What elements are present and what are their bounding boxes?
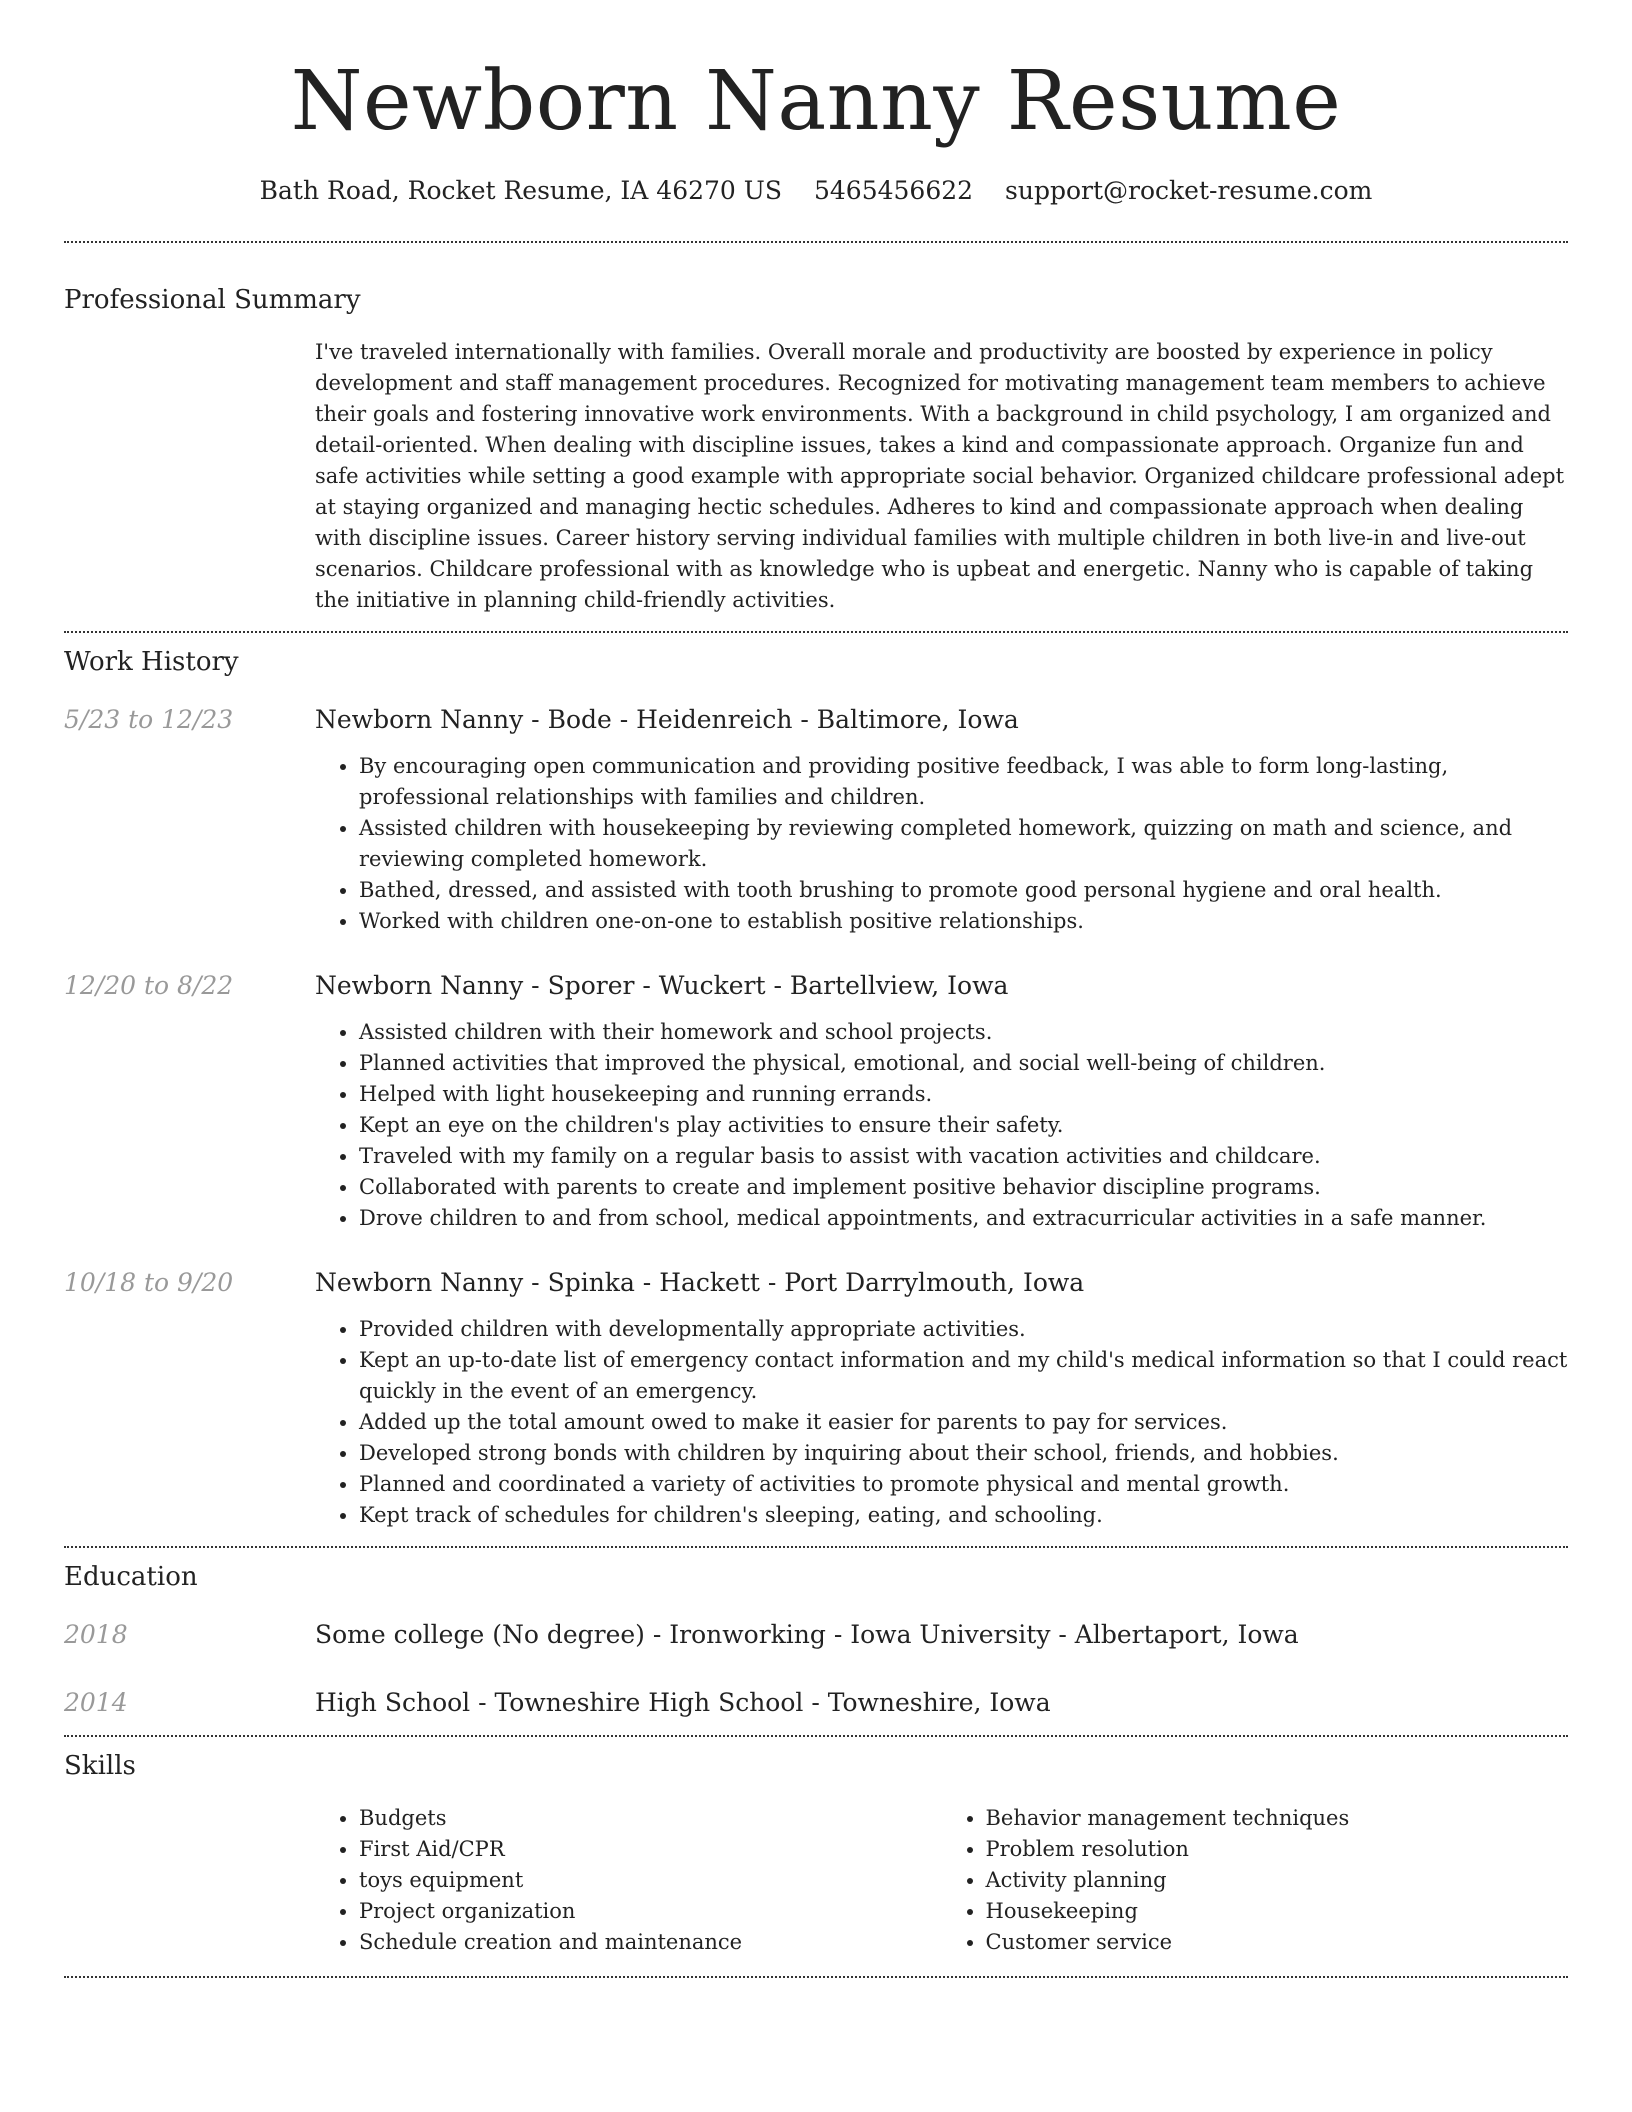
- list-item: • Planned activities that improved the physical, emotional, and social well-being of children.: [359, 1048, 1568, 1079]
- list-item: • Provided children with developmentally appropriate activities.: [359, 1314, 1568, 1345]
- list-item: • Planned and coordinated a variety of activities to promote physical and mental growth.: [359, 1469, 1568, 1500]
- list-item: • Developed strong bonds with children by inquiring about their school, friends, and hobbies.: [359, 1438, 1568, 1469]
- job-bullets: [315, 1314, 1568, 1531]
- education-date: 2014: [64, 1688, 128, 1717]
- work-entry: [64, 969, 1568, 1234]
- summary-text: I've traveled internationally with families. Overall morale and productivity are boosted by experience in policy development and staff management procedures. Recognized for motivating management team members to achieve their goals and fostering innovative work environments. With a background in child psychology, I am organized and detail-oriented. When dealing with discipline issues, takes a kind and compassionate approach. Organize fun and safe activities while setting a good example with appropriate social behavior. Organized childcare professional adept at staying organized and managing hectic schedules. Adheres to kind and compassionate approach when dealing with discipline issues. Career history serving individual families with multiple children in both live-in and live-out scenarios. Childcare professional with as knowledge who is upbeat and energetic. Nanny who is capable of taking the initiative in planning child-friendly activities.: [315, 340, 1565, 612]
- skills-column-right: [942, 1803, 1569, 1958]
- divider: [64, 631, 1568, 633]
- job-bullets: [315, 751, 1568, 937]
- resume-title: Newborn Nanny Resume: [290, 54, 1342, 149]
- skills-column-left: [315, 1803, 942, 1958]
- list-item: • Collaborated with parents to create and implement positive behavior discipline programs.: [359, 1172, 1568, 1203]
- list-item: • Kept an up-to-date list of emergency contact information and my child's medical information so that I could react quickly in the event of an emergency.: [359, 1345, 1568, 1407]
- skills-heading: Skills: [64, 1751, 136, 1781]
- contact-email: support@rocket-resume.com: [1005, 176, 1373, 205]
- education-title: Some college (No degree) - Ironworking - Iowa University - Albertaport, Iowa: [315, 1620, 1299, 1649]
- summary-heading: Professional Summary: [64, 285, 361, 315]
- list-item: • Customer service: [986, 1927, 1569, 1958]
- list-item: • First Aid/CPR: [359, 1834, 942, 1865]
- work-entry: [64, 1266, 1568, 1531]
- education-heading: Education: [64, 1562, 198, 1592]
- list-item: • Worked with children one-on-one to establish positive relationships.: [359, 906, 1568, 937]
- list-item: • toys equipment: [359, 1865, 942, 1896]
- education-title: High School - Towneshire High School - Towneshire, Iowa: [315, 1688, 1051, 1717]
- list-item: • Added up the total amount owed to make it easier for parents to pay for services.: [359, 1407, 1568, 1438]
- list-item: • Schedule creation and maintenance: [359, 1927, 942, 1958]
- list-item: • Kept an eye on the children's play activities to ensure their safety.: [359, 1110, 1568, 1141]
- education-date: 2018: [64, 1620, 128, 1649]
- list-item: • Budgets: [359, 1803, 942, 1834]
- job-title: Newborn Nanny - Spinka - Hackett - Port Darrylmouth, Iowa: [315, 1268, 1085, 1297]
- list-item: • Problem resolution: [986, 1834, 1569, 1865]
- education-entry: [64, 1686, 1568, 1720]
- list-item: • Kept track of schedules for children's sleeping, eating, and schooling.: [359, 1500, 1568, 1531]
- work-entry: [64, 703, 1568, 937]
- job-date: 5/23 to 12/23: [64, 705, 234, 734]
- list-item: • Behavior management techniques: [986, 1803, 1569, 1834]
- list-item: • Activity planning: [986, 1865, 1569, 1896]
- list-item: • Assisted children with housekeeping by reviewing completed homework, quizzing on math and science, and reviewing completed homework.: [359, 813, 1568, 875]
- list-item: • Helped with light housekeeping and running errands.: [359, 1079, 1568, 1110]
- job-title: Newborn Nanny - Bode - Heidenreich - Baltimore, Iowa: [315, 705, 1019, 734]
- list-item: • Bathed, dressed, and assisted with tooth brushing to promote good personal hygiene and oral health.: [359, 875, 1568, 906]
- contact-line: [64, 174, 1568, 208]
- job-date: 12/20 to 8/22: [64, 971, 234, 1000]
- job-bullets: [315, 1017, 1568, 1234]
- skills-list: [315, 1803, 1568, 1958]
- job-date: 10/18 to 9/20: [64, 1268, 234, 1297]
- contact-address: Bath Road, Rocket Resume, IA 46270 US: [259, 176, 782, 205]
- list-item: • Housekeeping: [986, 1896, 1569, 1927]
- divider: [64, 1546, 1568, 1548]
- list-item: • By encouraging open communication and providing positive feedback, I was able to form long-lasting, professional relationships with families and children.: [359, 751, 1568, 813]
- summary-block: [315, 337, 1568, 616]
- list-item: • Assisted children with their homework and school projects.: [359, 1017, 1568, 1048]
- contact-phone: 5465456622: [813, 176, 974, 205]
- divider: [64, 1976, 1568, 1978]
- job-title: Newborn Nanny - Sporer - Wuckert - Bartellview, Iowa: [315, 971, 1009, 1000]
- divider: [64, 241, 1568, 243]
- work-history-heading: Work History: [64, 647, 239, 677]
- education-entry: [64, 1618, 1568, 1652]
- list-item: • Project organization: [359, 1896, 942, 1927]
- list-item: • Drove children to and from school, medical appointments, and extracurricular activities in a safe manner.: [359, 1203, 1568, 1234]
- list-item: • Traveled with my family on a regular basis to assist with vacation activities and childcare.: [359, 1141, 1568, 1172]
- divider: [64, 1735, 1568, 1737]
